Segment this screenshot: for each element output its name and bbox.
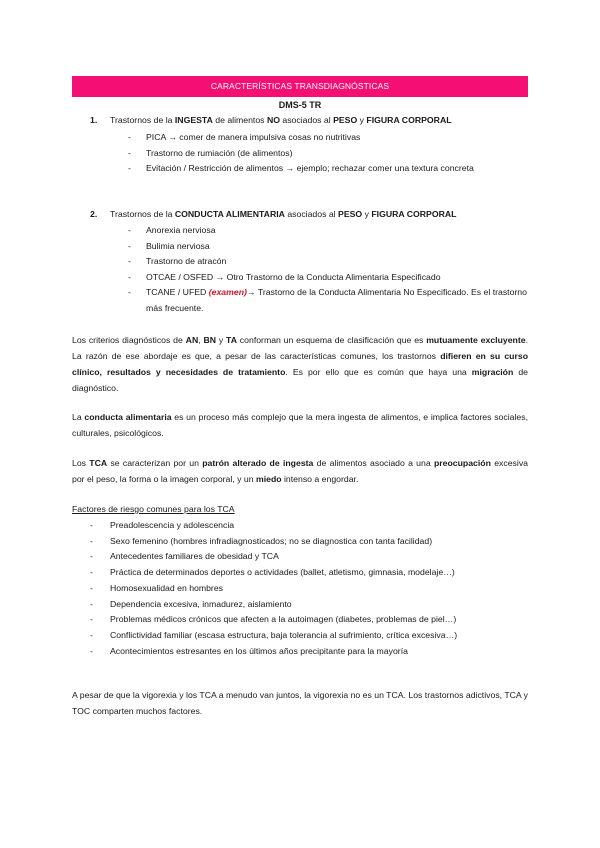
title-banner: CARACTERÍSTICAS TRANSDIAGNÓSTICAS [72, 76, 528, 97]
bullet-dash: - [90, 629, 93, 640]
para-text: Los [72, 458, 90, 468]
para-text: excesiva por el peso, la forma o la imagen corporal, y un [72, 458, 528, 484]
list-item [90, 565, 528, 581]
section-1-title [90, 115, 452, 125]
list-item-text: → Trastorno de la Conducta Alimentaria No Especificado. Es el trastorno más frecuente. [146, 287, 527, 313]
section-1-title-text: y [357, 115, 367, 125]
list-item-text: Bulimia nerviosa [146, 240, 210, 251]
bullet-dash: - [128, 240, 131, 251]
para-text: de diagnóstico. [72, 367, 528, 393]
bullet-dash: - [128, 163, 131, 173]
bullet-dash: - [90, 598, 93, 609]
para-bold: migración [471, 367, 514, 377]
para-text: . Es por ello que es común que haya una [285, 367, 472, 377]
list-item [90, 534, 528, 550]
list-item-text: Preadolescencia y adolescencia [110, 520, 235, 530]
exam-highlight: (examen) [208, 287, 247, 297]
section-2-title-text: Trastornos de la [110, 209, 175, 219]
bullet-dash: - [128, 147, 131, 158]
bullet-dash: - [128, 287, 131, 297]
list-item-text: Anorexia nerviosa [146, 225, 216, 235]
paragraph-criteria [72, 332, 528, 396]
section-2-title-bold: CONDUCTA ALIMENTARIA [174, 209, 285, 219]
list-item [90, 518, 528, 534]
section-1-title-bold: NO [266, 115, 280, 125]
para-text: Los criterios diagnósticos de [72, 335, 186, 345]
section-2-list [128, 223, 528, 316]
list-item [128, 254, 528, 270]
list-item-text: Trastorno de atracón [146, 256, 227, 266]
risk-factors-list [90, 518, 528, 659]
list-item [90, 628, 528, 644]
bullet-dash: - [128, 132, 131, 142]
list-item-text: Acontecimientos estresantes en los últimos años precipitante para la mayoría [110, 645, 408, 656]
para-text: . La razón de ese abordaje es que, a pesar de las características comunes, los trastornos [72, 335, 529, 361]
list-item [128, 239, 528, 255]
list-item [128, 146, 528, 162]
para-bold: conducta alimentaria [84, 412, 172, 422]
section-2-title-bold: FIGURA CORPORAL [371, 209, 457, 219]
list-item [90, 612, 528, 628]
list-item [128, 223, 528, 239]
subtitle: DMS-5 TR [278, 100, 322, 110]
paragraph-conducta [72, 409, 528, 441]
list-item-text: OTCAE / OSFED → Otro Trastorno de la Conducta Alimentaria Especificado [146, 271, 441, 282]
section-1-list [128, 130, 528, 177]
para-bold: mutuamente excluyente [426, 335, 526, 345]
section-1-title-text: Trastornos de la [110, 115, 175, 125]
section-2-title [90, 209, 456, 219]
list-item [90, 581, 528, 597]
list-item [128, 130, 528, 146]
bullet-dash: - [90, 520, 93, 530]
paragraph-vigorexia: A pesar de que la vigorexia y los TCA a menudo van juntos, la vigorexia no es un TCA. Los trastornos adictivos, TCA y TOC comparten muchos factores. [72, 690, 528, 716]
list-item-text: TCANE / UFED [146, 287, 209, 297]
section-1-title-bold: FIGURA CORPORAL [366, 115, 452, 125]
list-item [90, 597, 528, 613]
bullet-dash: - [90, 614, 93, 625]
para-bold: TA [226, 335, 237, 345]
para-text: se caracterizan por un [107, 458, 203, 468]
para-bold: miedo [255, 474, 282, 484]
section-2-title-text: asociados al [284, 209, 339, 219]
para-text: , [198, 335, 204, 345]
list-item [128, 161, 528, 177]
list-item-text: Trastorno de rumiación (de alimentos) [146, 147, 293, 158]
list-item-text: Problemas médicos crónicos que afecten a la autoimagen (diabetes, problemas de piel…) [110, 614, 457, 625]
list-item-text: Antecedentes familiares de obesidad y TCA [110, 551, 279, 562]
para-text: intenso a engordar. [281, 474, 359, 484]
list-item-text: Evitación / Restricción de alimentos → ejemplo; rechazar comer una textura concreta [146, 163, 474, 173]
section-2-number: 2. [90, 209, 98, 219]
list-item [90, 644, 528, 660]
list-item [128, 285, 528, 316]
para-bold: preocupación [433, 458, 491, 468]
section-2-title-text: y [362, 209, 372, 219]
list-item [90, 549, 528, 565]
bullet-dash: - [90, 567, 93, 578]
para-bold: BN [203, 335, 217, 345]
para-text: es un proceso más complejo que la mera ingesta de alimentos, e implica factores sociales, culturales, psicológicos. [72, 412, 528, 438]
list-item [128, 270, 528, 286]
para-text: y [216, 335, 227, 345]
bullet-dash: - [90, 535, 93, 546]
bullet-dash: - [128, 271, 131, 282]
list-item-text: Práctica de determinados deportes o actividades (ballet, atletismo, gimnasia, modelaje…) [110, 567, 455, 578]
section-1-title-text: asociados al [279, 115, 334, 125]
section-1-title-bold: INGESTA [174, 115, 213, 125]
para-bold: TCA [89, 458, 108, 468]
list-item-text: PICA → comer de manera impulsiva cosas no nutritivas [146, 132, 361, 142]
bullet-dash: - [128, 225, 131, 235]
section-2-title-bold: PESO [338, 209, 363, 219]
bullet-dash: - [90, 551, 93, 562]
section-1-number: 1. [90, 115, 98, 125]
para-text: conforman un esquema de clasificación que es [236, 335, 427, 345]
section-1-title-text: de alimentos [212, 115, 267, 125]
bullet-dash: - [90, 645, 93, 656]
para-bold: difieren en su curso clínico, resultados y necesidades de tratamiento [72, 351, 528, 377]
risk-factors-heading: Factores de riesgo comunes para los TCA [72, 504, 235, 514]
para-text: La [72, 412, 85, 422]
bullet-dash: - [90, 582, 93, 593]
list-item-text: Sexo femenino (hombres infradiagnosticados; no se diagnostica con tanta facilidad) [110, 535, 433, 546]
para-bold: AN [185, 335, 199, 345]
paragraph-tca [72, 455, 528, 487]
list-item-text: Homosexualidad en hombres [110, 582, 224, 593]
section-1-title-bold: PESO [333, 115, 358, 125]
bullet-dash: - [128, 256, 131, 266]
para-bold: patrón alterado de ingesta [202, 458, 314, 468]
list-item-text: Dependencia excesiva, inmadurez, aislamiento [110, 598, 292, 609]
para-text: de alimentos asociado a una [313, 458, 434, 468]
list-item-text: Conflictividad familiar (escasa estructura, baja tolerancia al sufrimiento, crítica excesiva…) [110, 629, 458, 640]
